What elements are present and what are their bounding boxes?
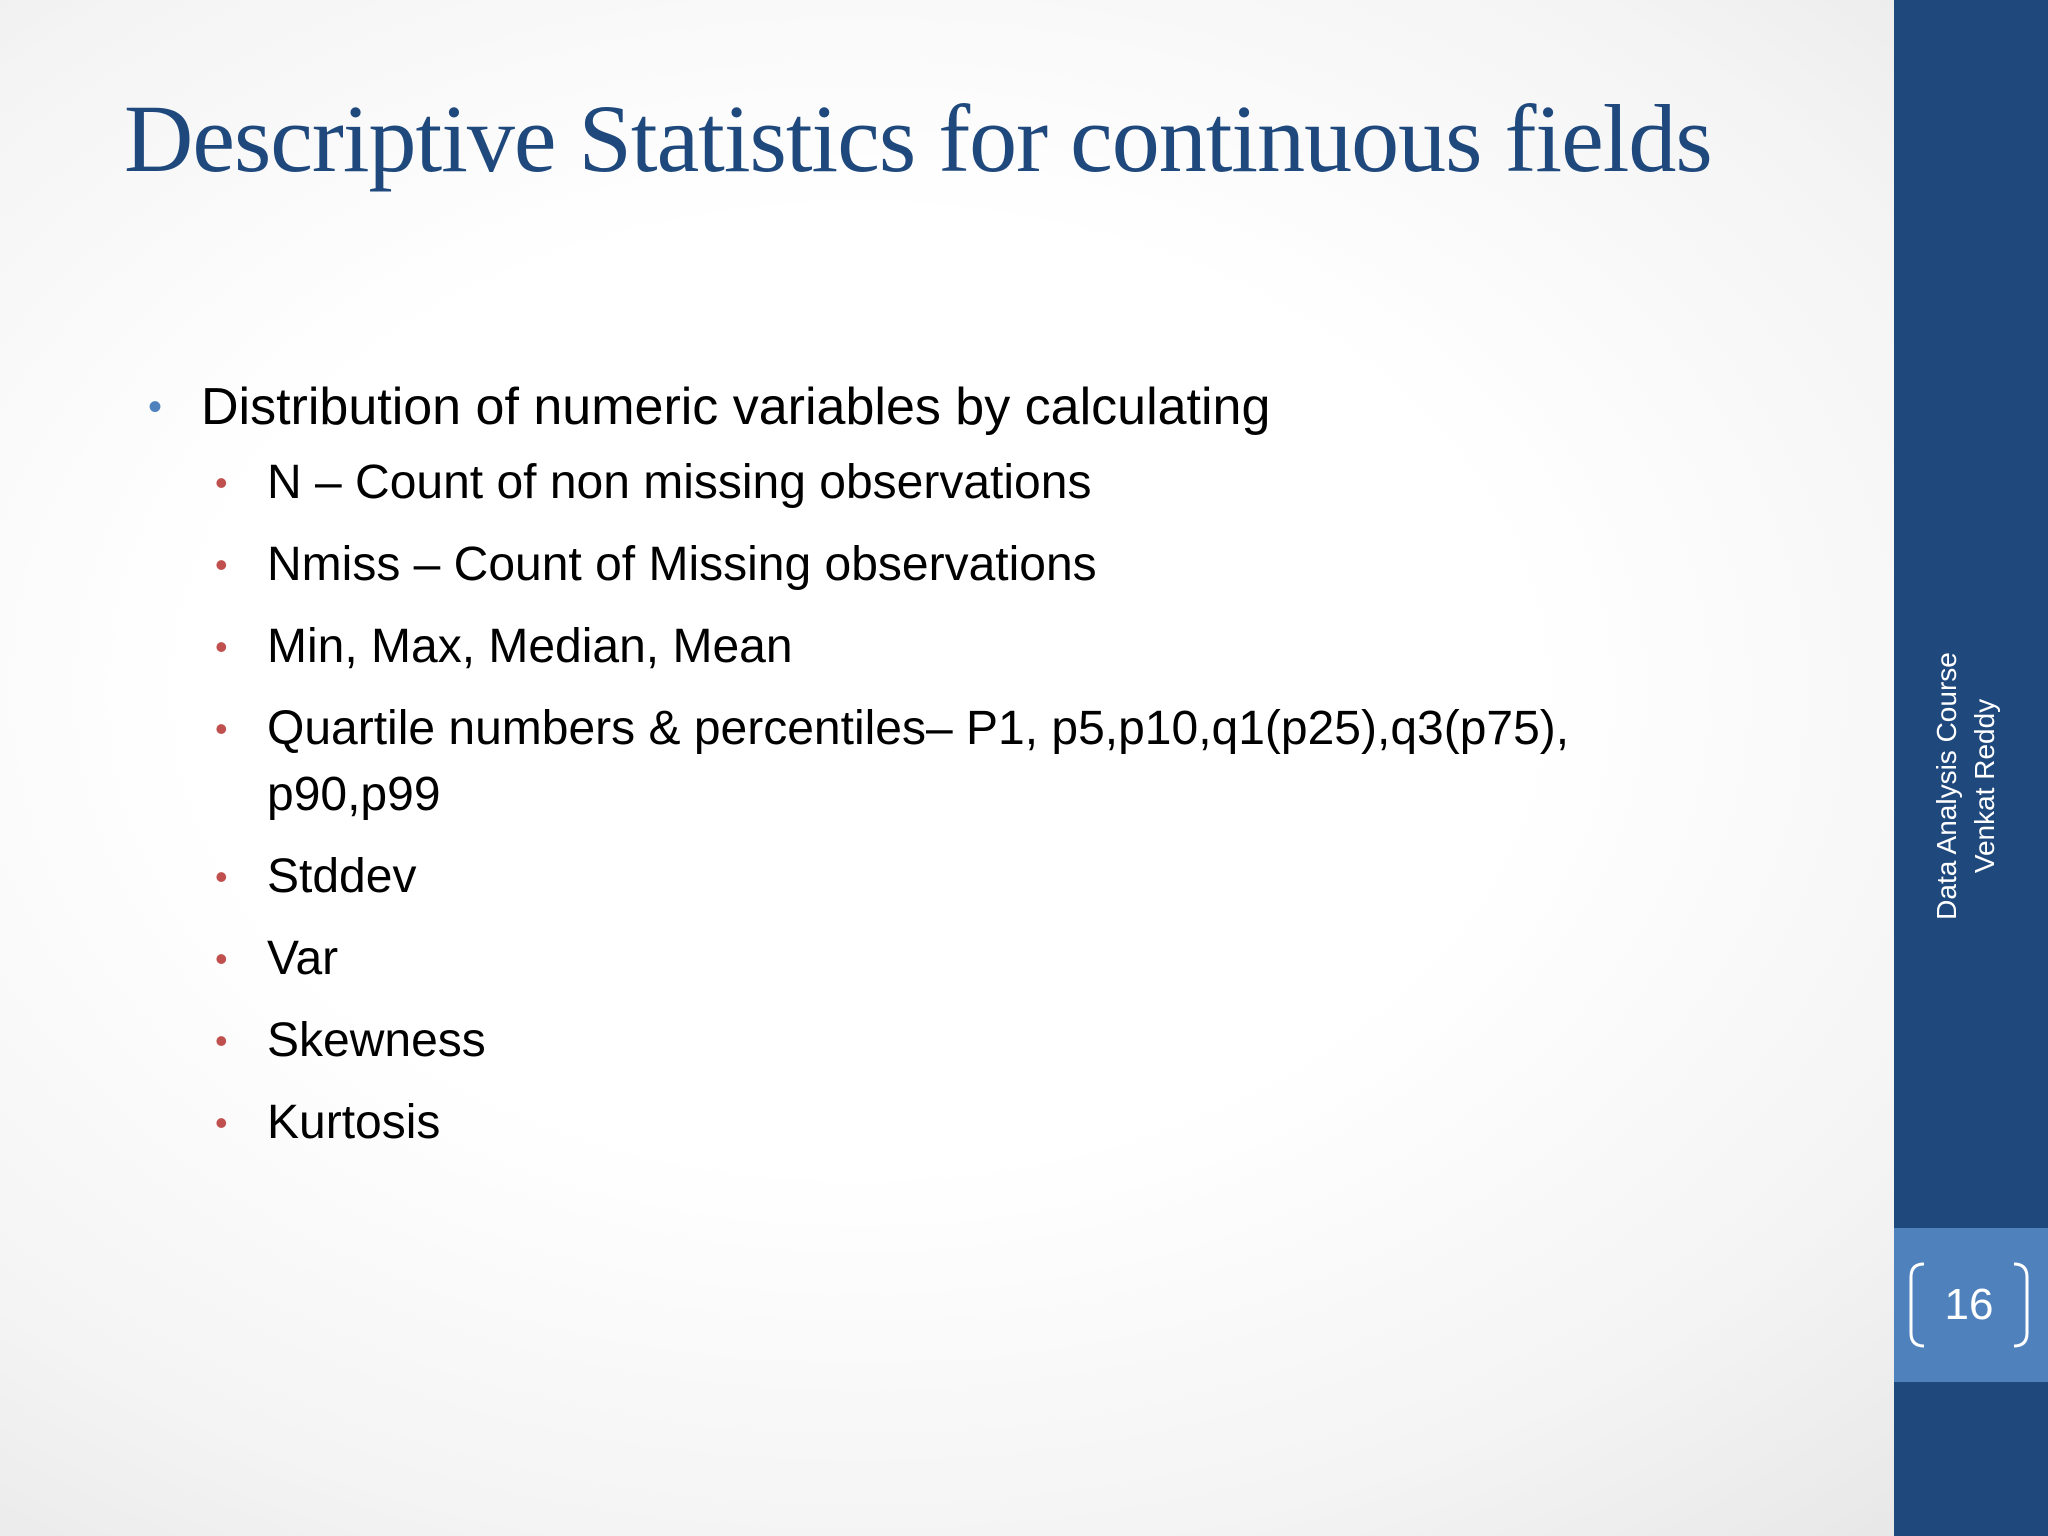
bullet-dot-icon: • [215, 626, 228, 667]
slide-title: Descriptive Statistics for continuous fields [124, 85, 1712, 192]
slide-number-frame [1908, 1262, 2030, 1348]
slide-number-box [1894, 1228, 2048, 1382]
footer-author: Venkat Reddy [1969, 698, 2000, 874]
sub-bullet-text: Var [267, 932, 339, 985]
sub-bullet-item [215, 614, 1717, 680]
sub-bullet-text: Min, Max, Median, Mean [267, 620, 793, 673]
slide-footer [1928, 576, 2004, 996]
bullet-dot-icon: • [215, 462, 228, 503]
sub-bullet-text: Quartile numbers & percentiles– P1, p5,p10,q1(p25),q3(p75), p90,p99 [267, 702, 1570, 821]
sub-bullet-item [215, 696, 1717, 828]
bullet-dot-icon: • [215, 1102, 228, 1143]
bullet-dot-icon: • [215, 856, 228, 897]
sub-bullet-item [215, 532, 1717, 598]
sub-bullet-item [215, 450, 1717, 516]
bullet-dot-icon: • [215, 1020, 228, 1061]
bullet-dot-icon: • [215, 544, 228, 585]
sub-bullet-item [215, 1090, 1717, 1156]
bullet-text: Distribution of numeric variables by calculating [201, 378, 1271, 436]
bullet-item [148, 372, 1848, 442]
sub-bullet-item [215, 844, 1717, 910]
sub-bullet-text: Kurtosis [267, 1096, 441, 1149]
sub-bullet-text: Skewness [267, 1014, 486, 1067]
bullet-dot-icon: • [215, 708, 228, 749]
sub-bullet-item [215, 1008, 1717, 1074]
sub-bullet-text: Nmiss – Count of Missing observations [267, 538, 1097, 591]
sub-bullet-text: N – Count of non missing observations [267, 456, 1092, 509]
sub-bullet-item [215, 926, 1717, 992]
footer-course: Data Analysis Course [1931, 652, 1962, 920]
slide-number: 16 [1944, 1280, 1994, 1329]
bullet-dot-icon: • [148, 385, 163, 429]
sub-bullet-text: Stddev [267, 850, 417, 903]
bullet-dot-icon: • [215, 938, 228, 979]
slide-content [148, 372, 1848, 1172]
